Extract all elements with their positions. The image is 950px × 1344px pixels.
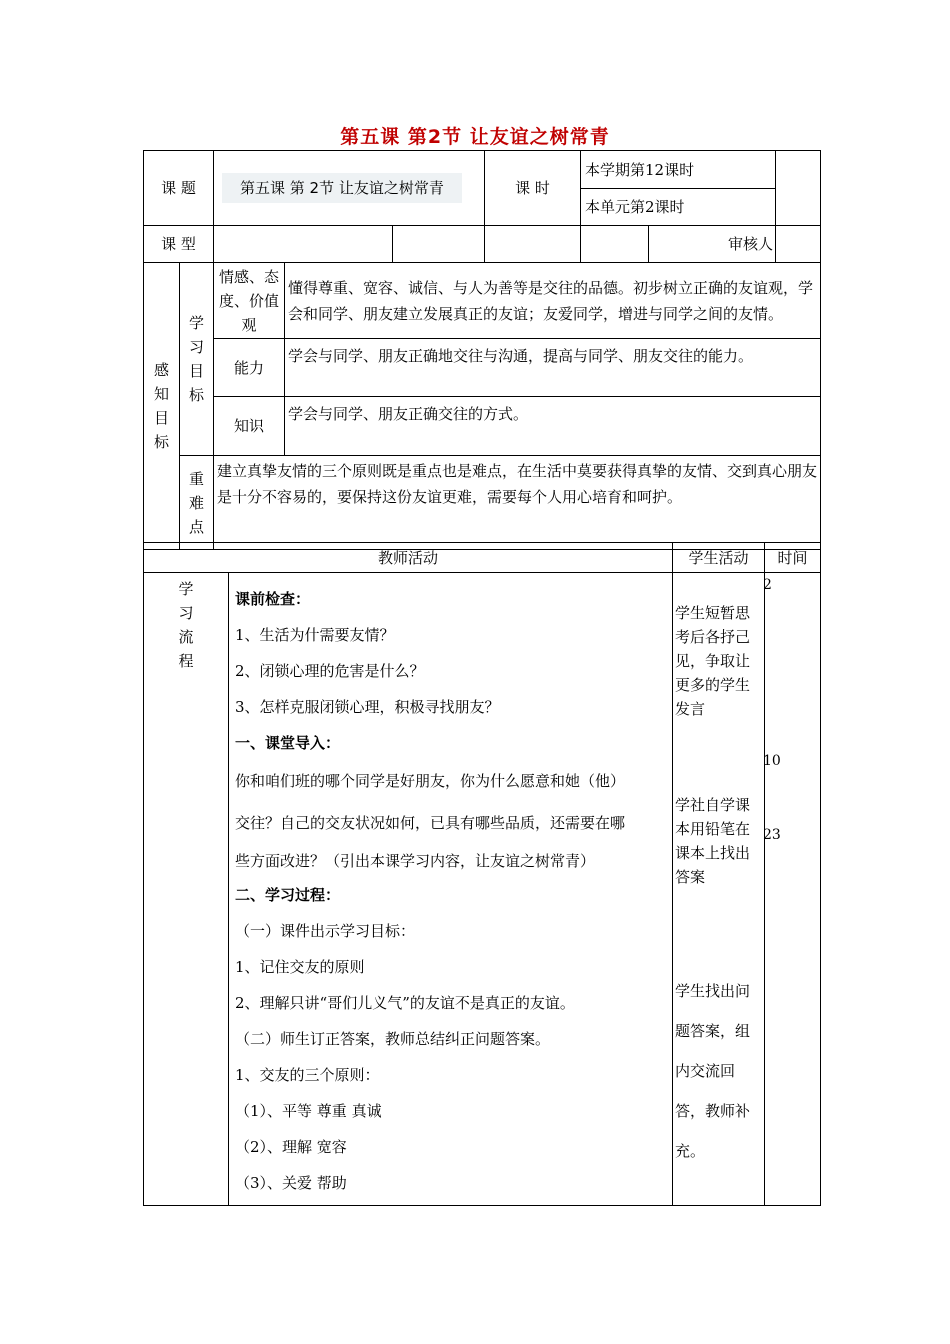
teacher-line: 1、生活为什需要友情？: [235, 626, 395, 644]
reviewer-label: 审核人: [649, 226, 776, 263]
knowledge-text: 学会与同学、朋友正确交往的方式。: [285, 397, 821, 456]
topic-label: 课 题: [144, 151, 214, 226]
emotion-text: 懂得尊重、宽容、诚信、与人为善等是交往的品德。初步树立正确的友谊观，学会和同学、朋友建立发展真正的友谊；友爱同学，增进与同学之间的友情。: [285, 263, 821, 339]
knowledge-label: 知识: [214, 397, 285, 456]
time-header: 时间: [765, 543, 821, 573]
keypoint-text: 建立真挚友情的三个原则既是重点也是难点，在生活中莫要获得真挚的友情、交到真心朋友是十分不容易的，要保持这份友谊更难，需要每个人用心培育和呵护。: [214, 456, 821, 550]
type-label: 课 型: [144, 226, 214, 263]
type-blank-2: [393, 226, 485, 263]
time-value: 23: [763, 827, 781, 843]
document-title: 第五课 第2节 让友谊之树常青: [340, 126, 610, 148]
hours-label: 课 时: [485, 151, 581, 226]
teacher-line: 2、闭锁心理的危害是什么？: [235, 662, 425, 680]
type-blank-4: [581, 226, 649, 263]
type-blank-3: [485, 226, 581, 263]
flow-label-cell: [144, 573, 229, 1206]
student-note: 学生找出问题答案，组内交流回答，教师补充。: [675, 982, 751, 1160]
student-activity-header: 学生活动: [673, 543, 765, 573]
activity-table: [143, 542, 821, 1206]
teacher-line: 交往？自己的交友状况如何，已具有哪些品质，还需要在哪: [235, 814, 626, 832]
perception-goals-label: 感知目标: [144, 263, 180, 550]
emotion-label: 情感、态度、价值观: [214, 263, 285, 339]
teacher-line: 些方面改进？（引出本课学习内容，让友谊之树常青）: [235, 852, 596, 870]
teacher-line: 你和咱们班的哪个同学是好朋友，你为什么愿意和她（他）: [235, 772, 626, 790]
type-blank-1: [214, 226, 393, 263]
teacher-line: （2）、理解 宽容: [235, 1138, 347, 1156]
learning-goals-label: 学习目标: [180, 263, 214, 456]
hours-unit: 本单元第2课时: [581, 189, 776, 226]
teacher-line: （1）、平等 尊重 真诚: [235, 1102, 382, 1120]
time-value: 2: [763, 577, 772, 593]
teacher-line: 一、课堂导入：: [235, 734, 341, 752]
hours-term: 本学期第12课时: [581, 151, 776, 189]
teacher-line: （3）、关爱 帮助: [235, 1174, 347, 1192]
teacher-line: 二、学习过程：: [235, 886, 341, 904]
student-note: 学社自学课本用铅笔在课本上找出答案: [675, 796, 751, 886]
teacher-activity-content: [229, 573, 673, 1206]
student-note: 学生短暂思考后各抒己见，争取让更多的学生发言: [675, 604, 751, 718]
teacher-line: （一）课件出示学习目标：: [235, 922, 416, 940]
teacher-line: 3、怎样克服闭锁心理，积极寻找朋友？: [235, 698, 500, 716]
time-value: 10: [763, 753, 781, 769]
hours-blank: [776, 151, 821, 226]
teacher-line: （二）师生订正答案，教师总结纠正问题答案。: [235, 1030, 551, 1048]
ability-label: 能力: [214, 339, 285, 397]
time-content: [765, 573, 821, 1206]
topic-value-cell: [214, 151, 485, 226]
flow-label: 学习流程: [178, 580, 194, 670]
teacher-activity-header: 教师活动: [144, 543, 673, 573]
student-activity-content: [673, 573, 765, 1206]
teacher-line: 1、交友的三个原则：: [235, 1066, 380, 1084]
lesson-info-table: [143, 150, 821, 550]
ability-text: 学会与同学、朋友正确地交往与沟通，提高与同学、朋友交往的能力。: [285, 339, 821, 397]
teacher-line: 课前检查：: [235, 590, 311, 608]
topic-value: 第五课 第 2节 让友谊之树常青: [222, 173, 462, 203]
teacher-line: 2、理解只讲“哥们儿义气”的友谊不是真正的友谊。: [235, 994, 575, 1012]
keypoint-label: 重难点: [180, 456, 214, 550]
reviewer-blank: [776, 226, 821, 263]
teacher-line: 1、记住交友的原则: [235, 958, 365, 976]
